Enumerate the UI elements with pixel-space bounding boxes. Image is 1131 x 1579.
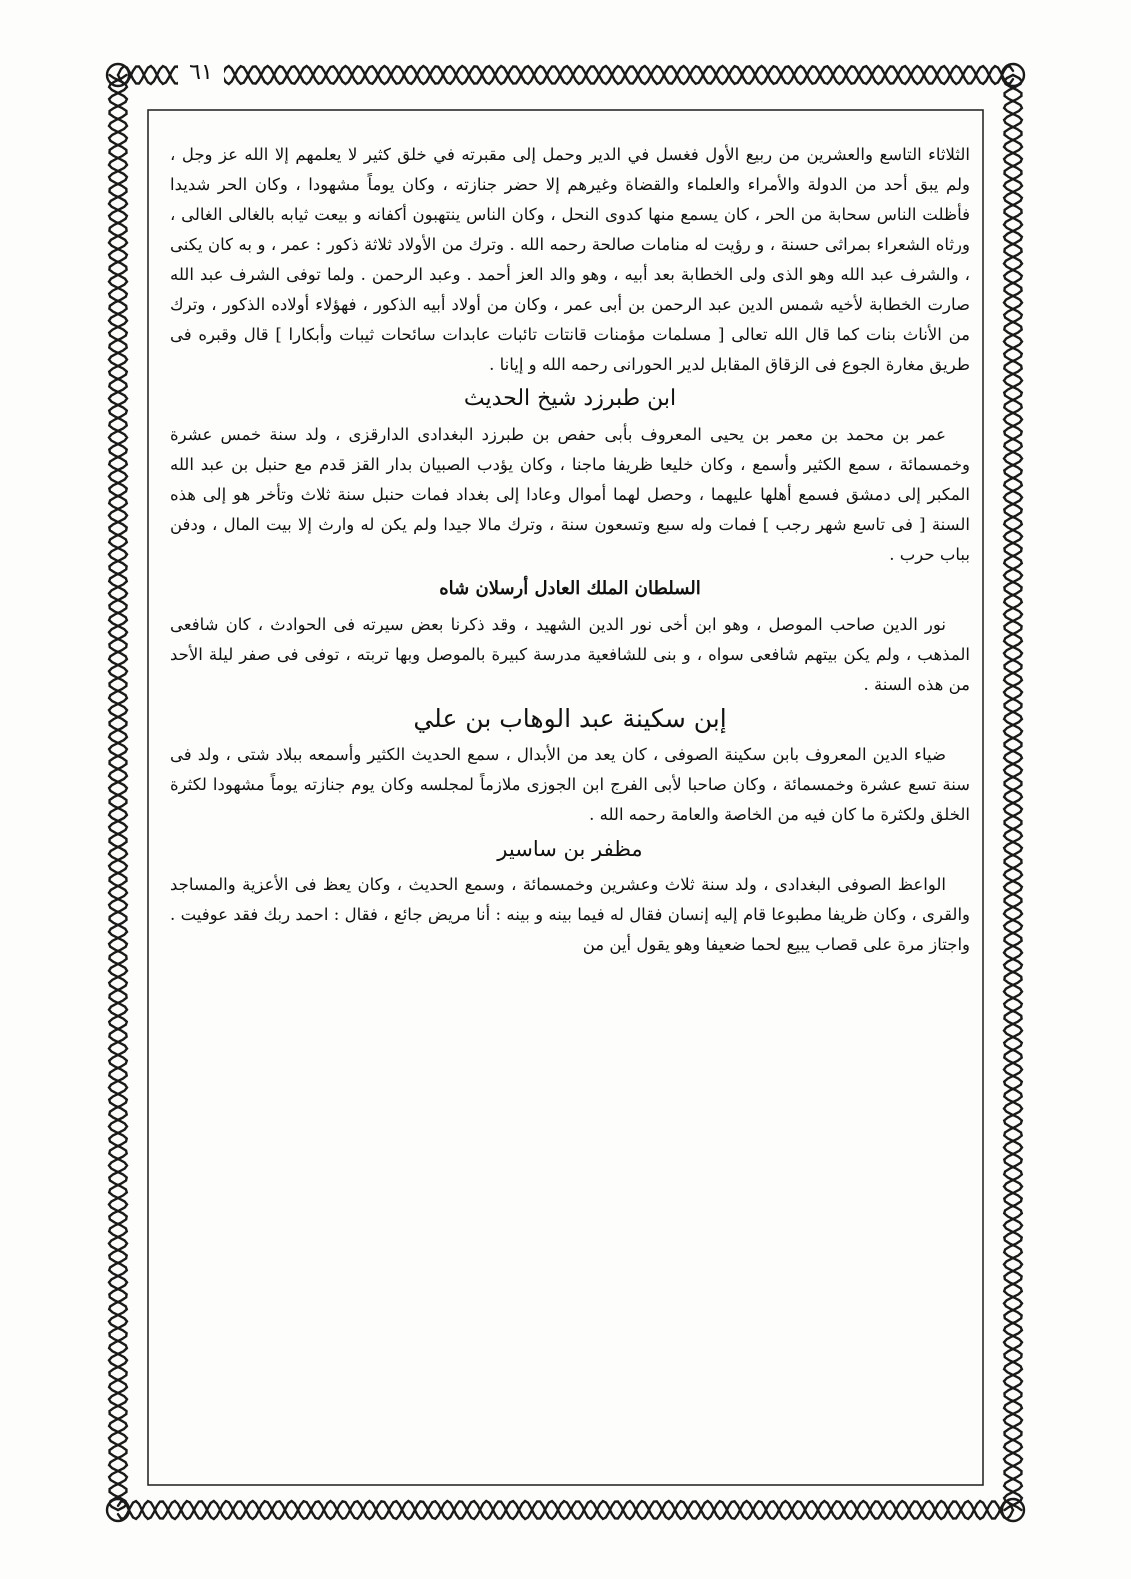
muzaffar-paragraph: الواعظ الصوفى البغدادى ، ولد سنة ثلاث وعشرين وخمسمائة ، وسمع الحديث ، وكان يعظ فى الأعزية والمساجد والقرى ، وكان ظريفا مطبوعا قام إليه إنسان فقال له فيما بينه و بينه : أنا مريض جائع ، فقال : احمد ربك فقد عوفيت . واجتاز مرة على قصاب يبيع لحما ضعيفا وهو يقول أين من: [170, 875, 970, 954]
section-title-arslan-shah: السلطان الملك العادل أرسلان شاه: [439, 578, 701, 599]
page-number: ٦١: [178, 56, 224, 90]
page-content: [170, 140, 970, 1480]
section-title-muzaffar: مظفر بن ساسير: [497, 837, 643, 861]
section-title-ibn-tabarzad: ابن طبرزد شيخ الحديث: [463, 386, 677, 411]
arslan-shah-paragraph: نور الدين صاحب الموصل ، وهو ابن أخى نور الدين الشهيد ، وقد ذكرنا بعض سيرته فى الحوادث ، كان شافعى المذهب ، ولم يكن بيتهم شافعى سواه ، و بنى للشافعية مدرسة كبيرة بالموصل وبها تربته ، توفى فى صفر ليلة الأحد من هذه السنة .: [170, 615, 970, 694]
ibn-tabarzad-paragraph: عمر بن محمد بن معمر بن يحيى المعروف بأبى حفص بن طبرزد البغدادى الدارقزى ، ولد سنة خمس عشرة وخمسمائة ، سمع الكثير وأسمع ، وكان خليعا ظريفا ماجنا ، وكان يؤدب الصبيان بدار القز قدم مع حنبل بن عبد الله المكبر إلى دمشق فسمع أهلها عليهما ، وحصل لهما أموال وعادا إلى بغداد فمات حنبل سنة ثلاث وتأخر هو إلى هذه السنة [ فى تاسع شهر رجب ] فمات وله سبع وتسعون سنة ، وترك مالا جيدا ولم يكن له وارث إلا بيت المال ، ودفن بباب حرب .: [170, 425, 970, 564]
section-title-ibn-sukaina: إبن سكينة عبد الوهاب بن علي: [413, 704, 727, 733]
intro-paragraph: الثلاثاء التاسع والعشرين من ربيع الأول فغسل في الدير وحمل إلى مقبرته في خلق كثير لا يعلمهم إلا الله عز وجل ، ولم يبق أحد من الدولة والأمراء والعلماء والقضاة وغيرهم إلا حضر جنازته ، وكان يوماً مشهودا ، وكان الحر شديدا فأظلت الناس سحابة من الحر ، كان يسمع منها كدوى النحل ، وكان الناس ينتهبون أكفانه و بيعت ثيابه بالغالى الغالى ، ورثاه الشعراء بمراثى حسنة ، و رؤيت له منامات صالحة رحمه الله . وترك من الأولاد ثلاثة ذكور : عمر ، و به كان يكنى ، والشرف عبد الله وهو الذى ولى الخطابة بعد أبيه ، وهو والد العز أحمد . وعبد الرحمن . ولما توفى الشرف عبد الله صارت الخطابة لأخيه شمس الدين عبد الرحمن بن أبى عمر ، وكان من أولاد أبيه الذكور ، فهؤلاء أولاده الذكور ، وترك من الأناث بنات كما قال الله تعالى [ مسلمات مؤمنات قانتات تائبات عابدات سائحات ثيبات وأبكارا ] قال وقبره فى طريق مغارة الجوع فى الزقاق المقابل لدير الحورانى رحمه الله و إيانا .: [170, 145, 970, 374]
ibn-sukaina-paragraph: ضياء الدين المعروف بابن سكينة الصوفى ، كان يعد من الأبدال ، سمع الحديث الكثير وأسمعه ببلاد شتى ، ولد فى سنة تسع عشرة وخمسمائة ، وكان صاحبا لأبى الفرج ابن الجوزى ملازماً لمجلسه وكان يوم جنازته يوماً مشهودا لكثرة الخلق ولكثرة ما كان فيه من الخاصة والعامة رحمه الله .: [170, 745, 970, 824]
